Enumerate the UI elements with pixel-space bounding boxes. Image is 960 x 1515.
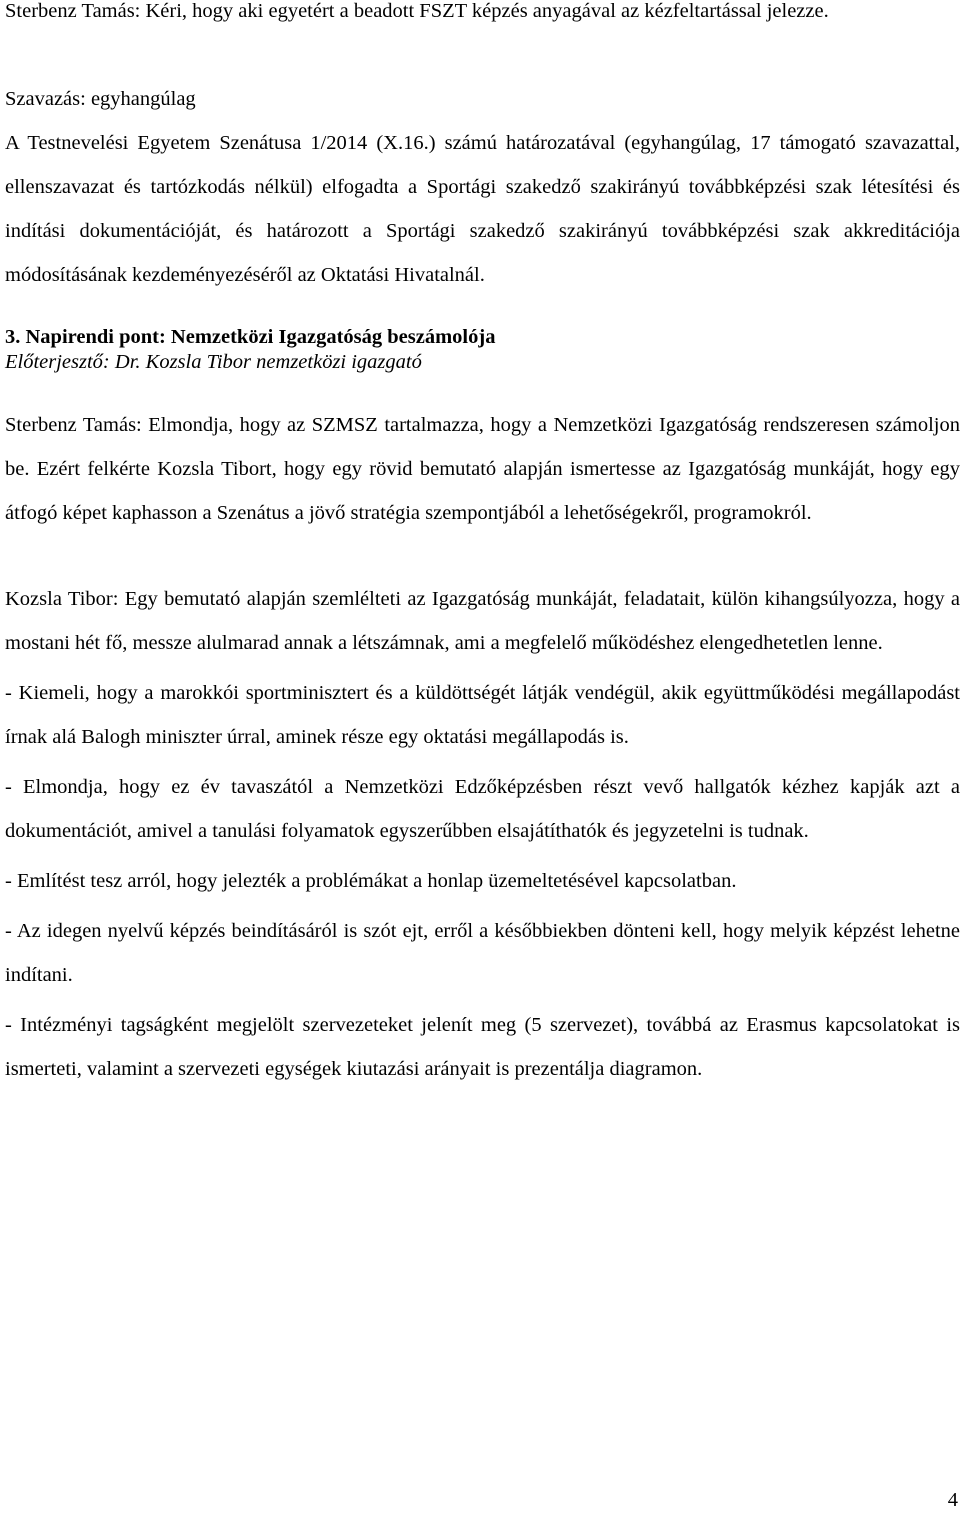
presenter-line: Előterjesztő: Dr. Kozsla Tibor nemzetközi igazgató xyxy=(5,351,422,373)
paragraph-sterbenz: Sterbenz Tamás: Elmondja, hogy az SZMSZ tartalmazza, hogy a Nemzetközi Igazgatóság rendszeresen számoljon be. Ezért felkérte Kozsla Tibort, hogy egy rövid bemutató alapján ismertesse az Igazgatóság munkáját, hogy egy átfogó képet kaphasson a Szenátus a jövő stratégia szempontjából a lehetőségekről, programokról. xyxy=(5,414,960,524)
agenda-heading: 3. Napirendi pont: Nemzetközi Igazgatóság beszámolója xyxy=(5,326,496,348)
page-number: 4 xyxy=(947,1489,958,1511)
vote-result: Szavazás: egyhangúlag xyxy=(5,88,196,110)
bullet-foreign-language: - Az idegen nyelvű képzés beindításáról is szót ejt, erről a későbbiekben dönteni kell, hogy melyik képzést lehetne indítani. xyxy=(5,920,960,986)
bullet-memberships: - Intézményi tagságként megjelölt szervezeteket jelenít meg (5 szervezet), továbbá az Erasmus kapcsolatokat is ismerteti, valamint a szervezeti egységek kiutazási arányait is prezentálja diagramon. xyxy=(5,1014,960,1080)
bullet-morocco: - Kiemeli, hogy a marokkói sportminisztert és a küldöttségét látják vendégül, akik együttműködési megállapodást írnak alá Balogh miniszter úrral, aminek része egy oktatási megállapodás is. xyxy=(5,682,960,748)
bullet-documentation: - Elmondja, hogy ez év tavaszától a Nemzetközi Edzőképzésben részt vevő hallgatók kézhez kapják azt a dokumentációt, amivel a tanulási folyamatok egyszerűbben elsajátíthatók és jegyzetelni is tudnak. xyxy=(5,776,960,842)
bullet-website: - Említést tesz arról, hogy jelezték a problémákat a honlap üzemeltetésével kapcsolatban. xyxy=(5,870,737,892)
paragraph-vote-request: Sterbenz Tamás: Kéri, hogy aki egyetért a beadott FSZT képzés anyagával az kézfeltartással jelezze. xyxy=(5,0,829,22)
document-page xyxy=(5,0,960,1091)
paragraph-kozsla: Kozsla Tibor: Egy bemutató alapján szemlélteti az Igazgatóság munkáját, feladatait, külön kihangsúlyozza, hogy a mostani hét fő, messze alulmarad annak a létszámnak, ami a megfelelő működéshez elengedhetetlen lenne. xyxy=(5,588,960,654)
resolution-paragraph: A Testnevelési Egyetem Szenátusa 1/2014 (X.16.) számú határozatával (egyhangúlag, 17 támogató szavazattal, ellenszavazat és tartózkodás nélkül) elfogadta a Sportági szakedző szakirányú továbbképzési szak létesítési és indítási dokumentációját, és határozott a Sportági szakedző szakirányú továbbképzési szak akkreditációja módosításának kezdeményezéséről az Oktatási Hivatalnál. xyxy=(5,132,960,286)
